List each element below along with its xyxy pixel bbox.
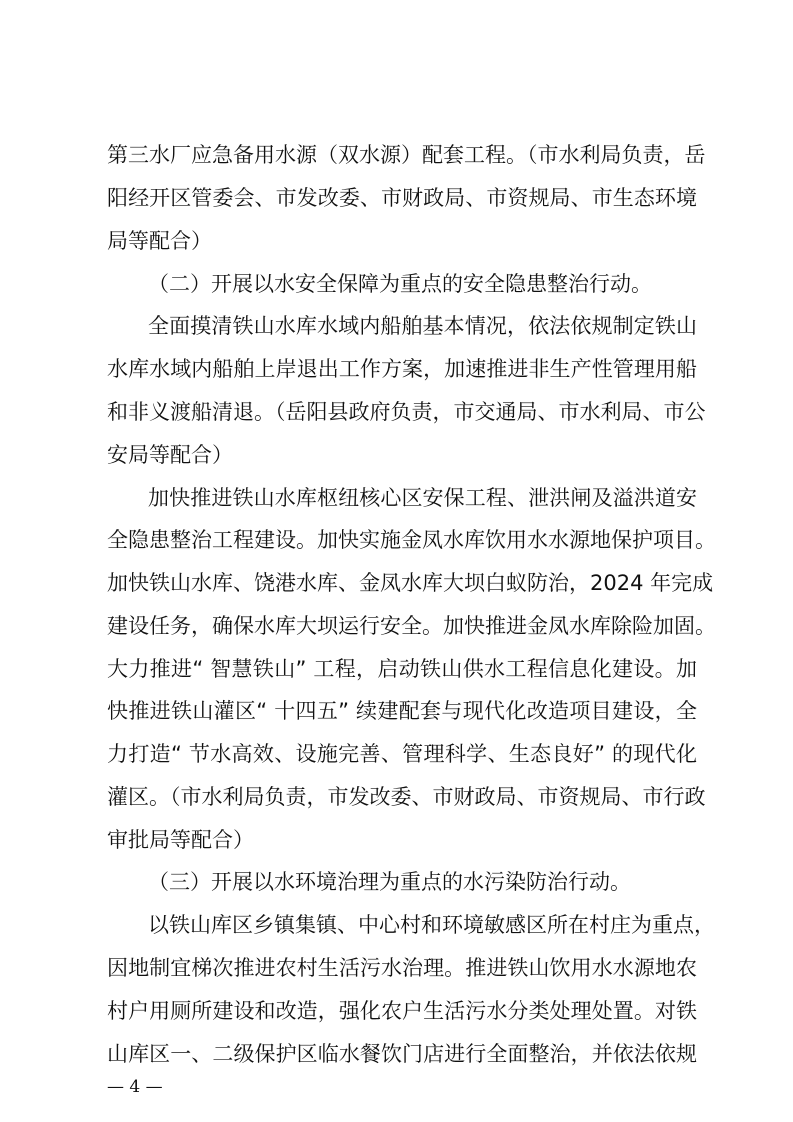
text-line: 和非义渡船清退。（岳阳县政府负责，市交通局、市水利局、市公 — [107, 400, 706, 424]
text-line: 水库水域内船舶上岸退出工作方案，加速推进非生产性管理用船 — [107, 357, 697, 381]
page-number: — 4 — — [107, 1077, 163, 1097]
text-line: 建设任务，确保水库大坝运行安全。加快推进金凤水库除险加固。 — [107, 614, 716, 638]
text-line: 村户用厕所建设和改造，强化农户生活污水分类处理处置。对铁 — [107, 999, 697, 1023]
text-line: 山库区一、二级保护区临水餐饮门店进行全面整治，并依法依规 — [107, 1042, 697, 1066]
text-line: 安局等配合） — [107, 443, 233, 467]
text-line: 第三水厂应急备用水源（双水源）配套工程。（市水利局负责，岳 — [107, 143, 706, 167]
text-line: 全隐患整治工程建设。加快实施金凤水库饮用水水源地保护项目。 — [107, 528, 716, 552]
text-line: 审批局等配合） — [107, 828, 254, 852]
text-line: 加快推进铁山水库枢纽核心区安保工程、泄洪闸及溢洪道安 — [148, 486, 697, 510]
section-heading: （二）开展以水安全保障为重点的安全隐患整治行动。 — [148, 272, 652, 296]
section-heading: （三）开展以水环境治理为重点的水污染防治行动。 — [148, 870, 631, 894]
text-line: 快推进铁山灌区“ 十四五” 续建配套与现代化改造项目建设，全 — [107, 699, 697, 723]
text-line: 全面摸清铁山水库水域内船舶基本情况，依法依规制定铁山 — [148, 314, 697, 338]
text-line: 阳经开区管委会、市发改委、市财政局、市资规局、市生态环境 — [107, 186, 697, 210]
text-line: 以铁山库区乡镇集镇、中心村和环境敏感区所在村庄为重点， — [148, 913, 715, 937]
text-line: 局等配合） — [107, 229, 212, 253]
text-line: 力打造“ 节水高效、设施完善、管理科学、生态良好” 的现代化 — [107, 742, 697, 766]
text-line: 大力推进“ 智慧铁山” 工程，启动铁山供水工程信息化建设。加 — [107, 657, 697, 681]
text-line: 因地制宜梯次推进农村生活污水治理。推进铁山饮用水水源地农 — [107, 956, 697, 980]
text-line: 加快铁山水库、饶港水库、金凤水库大坝白蚁防治，2024 年完成 — [107, 571, 714, 595]
text-line: 灌区。（市水利局负责，市发改委、市财政局、市资规局、市行政 — [107, 785, 706, 809]
